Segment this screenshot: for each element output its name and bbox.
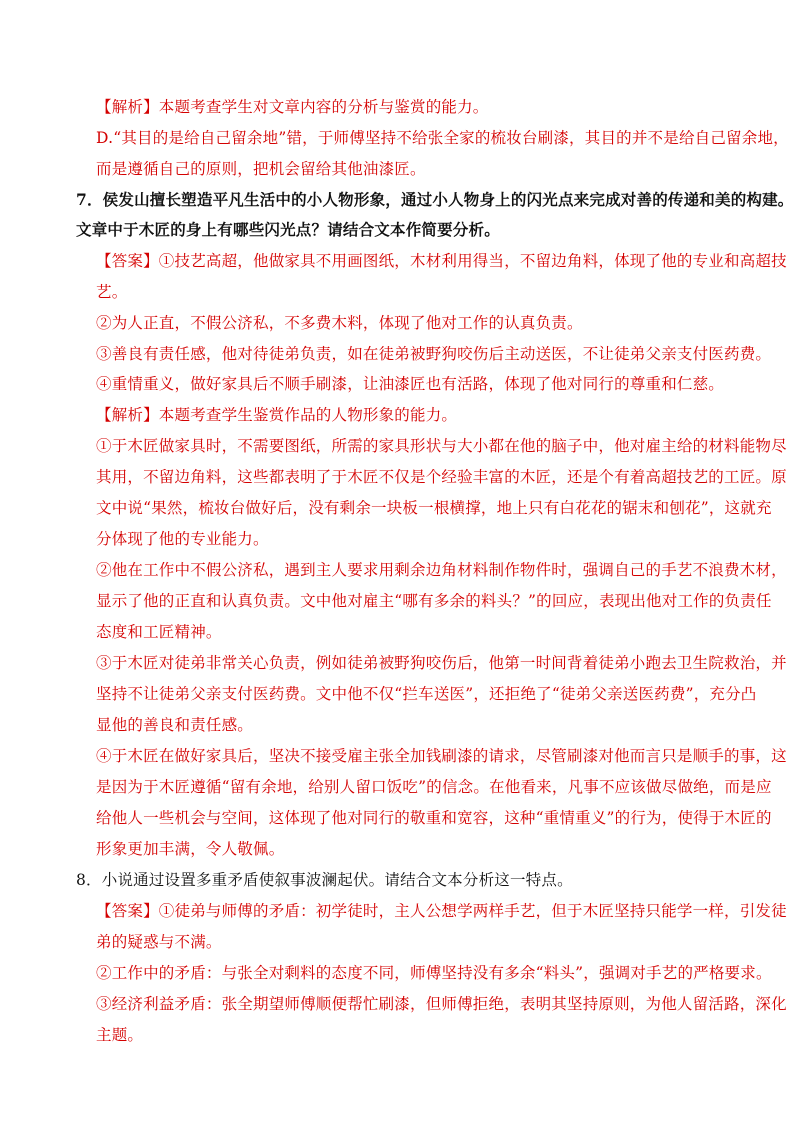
analysis-7-p3-line-3: 显他的善良和责任感。 bbox=[96, 716, 254, 734]
analysis-7-p4-line-1: ④于木匠在做好家具后，坚决不接受雇主张全加钱刷漆的请求，尽管刷漆对他而言只是顺手的事，这 bbox=[96, 747, 787, 765]
analysis-7-p4-line-3: 给他人一些机会与空间，这体现了他对同行的敬重和宽容，这种“重情重义”的行为，使得于木匠的 bbox=[96, 809, 772, 827]
answer-8-point-3-line-1: ③经济利益矛盾：张全期望师傅顺便帮忙刷漆，但师傅拒绝，表明其坚持原则，为他人留活路，深化 bbox=[96, 995, 787, 1013]
analysis-7-p4-line-2: 是因为于木匠遵循“留有余地，给别人留口饭吃”的信念。在他看来，凡事不应该做尽做绝，而是应 bbox=[96, 778, 772, 796]
analysis-7-p1-line-2: 其用，不留边角料，这些都表明了于木匠不仅是个经验丰富的木匠，还是个有着高超技艺的工匠。原 bbox=[96, 468, 787, 486]
analysis-line-6-label: 【解析】本题考查学生对文章内容的分析与鉴赏的能力。 bbox=[96, 98, 489, 116]
analysis-7-p2-line-2: 显示了他的正直和认真负责。文中他对雇主“哪有多余的料头？”的回应，表现出他对工作的负责任 bbox=[96, 592, 772, 610]
answer-8-point-3-line-2: 主题。 bbox=[96, 1026, 144, 1044]
answer-7-point-3: ③善良有责任感，他对待徒弟负责，如在徒弟被野狗咬伤后主动送医，不让徒弟父亲支付医药费。 bbox=[96, 345, 772, 363]
question-8: 8．小说通过设置多重矛盾使叙事波澜起伏。请结合文本分析这一特点。 bbox=[76, 871, 573, 889]
analysis-7-p3-line-2: 坚持不让徒弟父亲支付医药费。文中他不仅“拦车送医”，还拒绝了“徒弟父亲送医药费”，充分凸 bbox=[96, 685, 757, 703]
question-7-line-2: 文章中于木匠的身上有哪些闪光点？请结合文本作简要分析。 bbox=[76, 220, 500, 239]
analysis-option-d-line-1: D.“其目的是给自己留余地”错，于师傅坚持不给张全家的梳妆台刷漆，其目的并不是给自己留余地， bbox=[96, 129, 789, 147]
answer-8-line-2: 弟的疑惑与不满。 bbox=[96, 933, 222, 951]
analysis-7-p1-line-4: 分体现了他的专业能力。 bbox=[96, 530, 269, 548]
answer-7-line-2: 艺。 bbox=[96, 283, 128, 301]
analysis-7-p2-line-1: ②他在工作中不假公济私，遇到主人要求用剩余边角材料制作物件时，强调自己的手艺不浪费木材， bbox=[96, 561, 787, 579]
answer-7-line-1: 【答案】①技艺高超，他做家具不用画图纸，木材利用得当，不留边角料，体现了他的专业和高超技 bbox=[96, 252, 787, 270]
analysis-option-d-line-2: 而是遵循自己的原则，把机会留给其他油漆匠。 bbox=[96, 160, 426, 178]
answer-7-point-2: ②为人正直，不假公济私，不多费木料，体现了他对工作的认真负责。 bbox=[96, 314, 583, 332]
answer-7-point-4: ④重情重义，做好家具后不顺手刷漆，让油漆匠也有活路，体现了他对同行的尊重和仁慈。 bbox=[96, 375, 725, 393]
analysis-7-p2-line-3: 态度和工匠精神。 bbox=[96, 623, 222, 641]
analysis-7-p4-line-4: 形象更加丰满，令人敬佩。 bbox=[96, 840, 285, 858]
answer-8-line-1: 【答案】①徒弟与师傅的矛盾：初学徒时，主人公想学两样手艺，但于木匠坚持只能学一样，引发徒 bbox=[96, 902, 787, 920]
analysis-7-p1-line-3: 文中说“果然，梳妆台做好后，没有剩余一块板一根横撑，地上只有白花花的锯末和刨花”，这就充 bbox=[96, 499, 772, 517]
analysis-7-p3-line-1: ③于木匠对徒弟非常关心负责，例如徒弟被野狗咬伤后，他第一时间背着徒弟小跑去卫生院救治，并 bbox=[96, 654, 787, 672]
question-7-line-1: 7．侯发山擅长塑造平凡生活中的小人物形象，通过小人物身上的闪光点来完成对善的传递和美的构建。 bbox=[76, 190, 794, 209]
answer-8-point-2: ②工作中的矛盾：与张全对剩料的态度不同，师傅坚持没有多余“料头”，强调对手艺的严格要求。 bbox=[96, 964, 772, 982]
analysis-7-p1-line-1: ①于木匠做家具时，不需要图纸，所需的家具形状与大小都在他的脑子中，他对雇主给的材料能物尽 bbox=[96, 437, 787, 455]
analysis-7-label: 【解析】本题考查学生鉴赏作品的人物形象的能力。 bbox=[96, 406, 458, 424]
